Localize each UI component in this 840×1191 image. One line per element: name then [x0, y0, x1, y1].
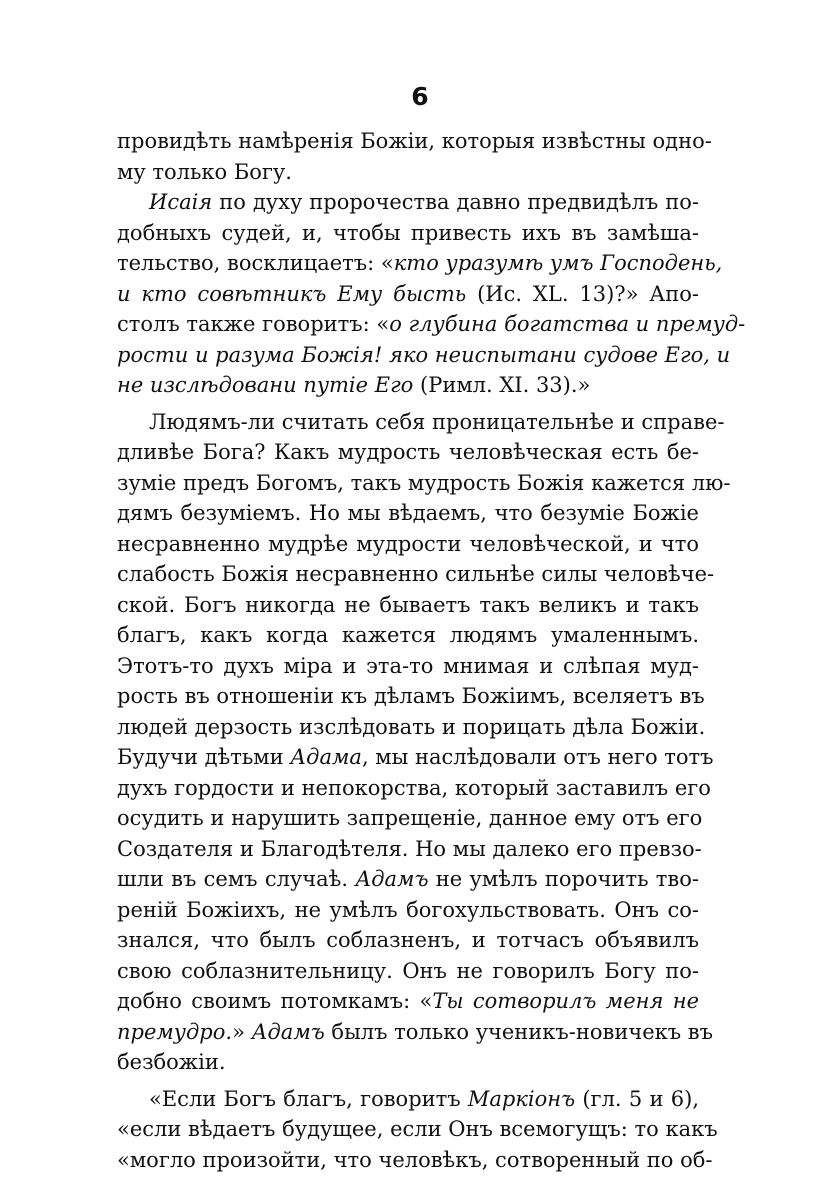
text-line — [117, 340, 731, 371]
text-span: благъ, какъ когда кажется людямъ умаленнымъ. — [117, 623, 699, 647]
text-span: (Ис. XL. 13)?» Апо- — [466, 281, 699, 306]
text-line — [117, 529, 699, 560]
text-span: знался, что былъ соблазненъ, и тотчасъ объявилъ — [117, 928, 699, 952]
text-line — [117, 370, 699, 401]
italic-text: кто уразумѣ умъ Господень, — [393, 251, 723, 275]
text-span: (гл. 5 и 6), — [575, 1086, 699, 1111]
italic-text: не изслѣдовани путіе Его — [117, 373, 414, 397]
text-span: , мы наслѣдовали отъ него тотъ — [361, 745, 714, 769]
italic-text: Ты сотворилъ меня не — [432, 989, 699, 1013]
text-span: дямъ безуміемъ. Но мы вѣдаемъ, что безуміе Божіе — [117, 501, 699, 525]
text-line — [117, 925, 699, 956]
text-span: дливѣе Бога? Какъ мудрость человѣческая есть бе- — [117, 440, 699, 464]
text-span: рость въ отношеніи къ дѣламъ Божіимъ, вселяетъ въ — [117, 684, 705, 708]
text-line — [117, 126, 712, 157]
text-line — [117, 590, 699, 621]
text-span: несравненно мудрѣе мудрости человѣческой, и что — [117, 531, 699, 556]
text-line — [117, 956, 699, 987]
text-line — [117, 742, 714, 773]
text-line — [117, 279, 699, 310]
text-span: шли въ семъ случаѣ. — [117, 867, 356, 891]
text-line — [117, 1084, 699, 1115]
italic-text: Адама — [290, 745, 362, 769]
text-line — [117, 498, 699, 529]
text-span: не умѣлъ порочить тво- — [428, 867, 699, 891]
text-span: добныхъ судей, и, чтобы привесть ихъ въ замѣша- — [117, 220, 699, 245]
text-span: «Если Богъ благъ, говоритъ — [149, 1086, 468, 1111]
text-line — [117, 559, 715, 590]
text-line — [117, 712, 706, 743]
text-line — [117, 803, 703, 834]
italic-text: и кто совѣтникъ Ему бысть — [117, 281, 467, 306]
text-span: Создателя и Благодѣтеля. Но мы далеко его превзо- — [117, 836, 702, 861]
italic-text: Адамъ — [355, 867, 429, 891]
text-span: (Римл. XI. 33).» — [413, 373, 591, 397]
text-line — [117, 468, 731, 499]
text-span: провидѣть намѣренія Божіи, которыя извѣстны одно- — [117, 129, 712, 153]
text-line — [117, 218, 699, 249]
text-span: Людямъ-ли считать себя проницательнѣе и справе- — [149, 409, 725, 434]
text-span: духъ гордости и непокорства, который заставилъ его — [117, 775, 711, 800]
text-span: зуміе предъ Богомъ, такъ мудрость Божія кажется лю- — [117, 470, 731, 495]
text-span: реній Божіихъ, не умѣлъ богохульствовать. Онъ со- — [117, 897, 699, 922]
italic-text: Исаія — [149, 190, 213, 214]
text-line — [117, 773, 711, 804]
text-span: Будучи дѣтьми — [117, 745, 291, 769]
text-line — [117, 187, 699, 218]
text-span: «если вѣдаетъ будущее, если Онъ всемогущъ: то какъ — [117, 1117, 718, 1141]
text-span: безбожіи. — [117, 1050, 226, 1074]
text-line — [117, 651, 699, 682]
text-span: «могло произойти, что человѣкъ, сотворенный по об- — [117, 1147, 713, 1172]
text-span: ской. Богъ никогда не бываетъ такъ великъ и такъ — [117, 592, 699, 617]
text-line — [117, 407, 725, 438]
text-line — [117, 309, 746, 340]
text-span: осудить и нарушить запрещеніе, данное ему отъ его — [117, 806, 703, 830]
text-span: столъ также говоритъ: « — [117, 312, 390, 336]
text-line — [117, 248, 723, 279]
text-span: людей дерзость изслѣдовать и порицать дѣла Божіи. — [117, 714, 706, 739]
italic-text: о глубина богатства и премуд- — [389, 312, 746, 336]
text-line — [117, 157, 699, 188]
text-span: по духу пророчества давно предвидѣлъ по- — [212, 190, 699, 214]
text-span: былъ только ученикъ-новичекъ въ — [324, 1019, 713, 1044]
text-span: Этотъ-то духъ міра и эта-то мнимая и слѣпая муд- — [117, 653, 699, 678]
text-span: му только Богу. — [117, 159, 292, 184]
text-line — [117, 834, 702, 865]
text-line — [117, 864, 699, 895]
text-span: тельство, восклицаетъ: « — [117, 251, 394, 275]
text-span: » — [232, 1019, 252, 1044]
text-line — [117, 986, 699, 1017]
page-number: 6 — [411, 82, 429, 111]
text-line — [117, 1017, 713, 1048]
text-line — [117, 1047, 699, 1078]
text-line — [117, 620, 699, 651]
text-span: свою соблазнительницу. Онъ не говорилъ Богу по- — [117, 958, 699, 983]
italic-text: Маркіонъ — [467, 1086, 576, 1111]
text-line — [117, 895, 699, 926]
text-line — [117, 1145, 713, 1176]
italic-text: рости и разума Божія! яко неиспытани судове Его, и — [117, 342, 731, 367]
text-span: слабость Божія несравненно сильнѣе силы человѣче- — [117, 562, 715, 586]
text-line — [117, 681, 705, 712]
body-text — [117, 126, 746, 1175]
text-line — [117, 1114, 718, 1145]
italic-text: Адамъ — [251, 1019, 325, 1044]
italic-text: премудро. — [117, 1019, 233, 1044]
text-span: добно своимъ потомкамъ: « — [117, 989, 433, 1013]
text-line — [117, 437, 699, 468]
